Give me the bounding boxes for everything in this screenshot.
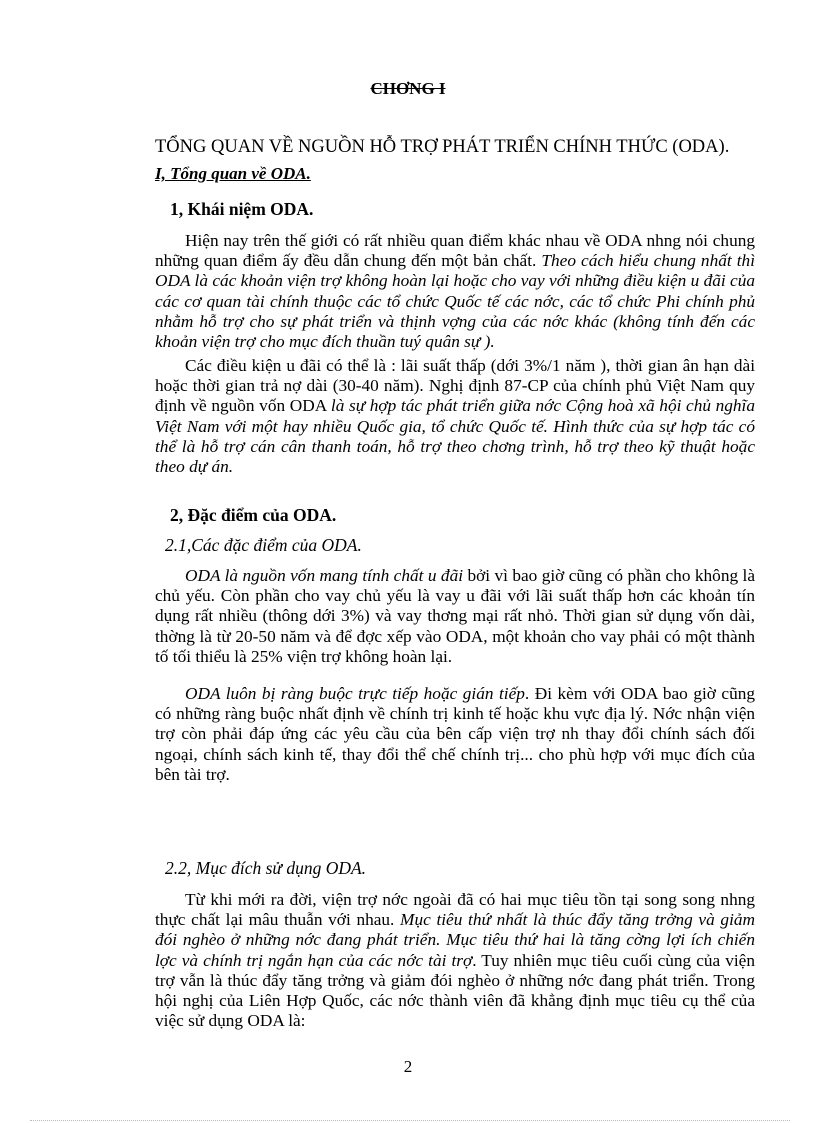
paragraph-2-text: Các điều kiện u đãi có thể là : lãi suất thấp (dới 3%/1 năm ), thời gian ân hạn dài hoặc thời gian trả nợ dài (30-40 năm). Nghị định 87-CP của chính phủ Việt Nam quy định về nguồn vốn ODA: [155, 356, 755, 416]
paragraph-5-text: Từ khi mới ra đời, viện trợ nớc ngoài đã có hai mục tiêu tồn tại song song nhng thực chất lại mâu thuẫn với nhau.: [155, 890, 755, 930]
subheading-2-2: 2.2, Mục đích sử dụng ODA.: [165, 858, 367, 878]
paragraph-4: [155, 684, 755, 785]
paragraph-5: [155, 890, 755, 1031]
subheading-2: 2, Đặc điểm của ODA.: [170, 505, 337, 525]
subheading-1: 1, Khái niệm ODA.: [170, 199, 314, 219]
paragraph-2: [155, 356, 755, 477]
paragraph-5-text-end: . Tuy nhiên mục tiêu cuối cùng của viện trợ vẫn là thúc đẩy tăng trởng và giảm đói nghèo ở những nớc đang phát triển. Trong hội nghị của Liên Hợp Quốc, các nớc thành viên đã khẳng định mục tiêu cụ thể của việc sử dụng ODA là:: [155, 950, 755, 1031]
paragraph-3-text: bởi vì bao giờ cũng có phần cho không là chủ yếu. Còn phần cho vay chủ yếu là vay u đãi với lãi suất thấp hơn các khoản tín dụng rất nhiều (thông dới 3%) và vay thơng mại rất nhỏ. Thời gian sử dụng vốn dài, thờng là từ 20-50 năm và để đợc xếp vào ODA, một khoản cho vay phải có một thành tố tối thiểu là 25% viện trợ không hoàn lại.: [155, 566, 755, 666]
paragraph-1-text: Hiện nay trên thế giới có rất nhiều quan điểm khác nhau về ODA nhng nói chung những quan điểm ấy đều dẫn chung đến một bản chất.: [155, 231, 755, 271]
paragraph-4-text: . Đi kèm với ODA bao giờ cũng có những ràng buộc nhất định về chính trị kinh tế hoặc khu vực địa lý. Nớc nhận viện trợ còn phải đáp ứng các yêu cầu của bên cấp viện trợ nh thay đổi chính sách đối ngoại, chính sách kinh tế, thay đổi thể chế chính trị... cho phù hợp với mục đích của bên tài trợ.: [155, 684, 755, 784]
section-heading-1: I, Tổng quan về ODA.: [155, 164, 311, 183]
paragraph-1-italic: Theo cách hiểu chung nhất thì ODA là các khoản viện trợ không hoàn lại hoặc cho vay với những điều kiện u đãi của các cơ quan tài chính thuộc các tổ chức Quốc tế các nớc, các tổ chức Phi chính phủ nhằm hỗ trợ cho sự phát triển và thịnh vợng của các nớc khác (không tính đến các khoản viện trợ cho mục đích thuần tuý quân sự ).: [155, 251, 755, 352]
paragraph-3-italic: ODA là nguồn vốn mang tính chất u đãi: [185, 566, 464, 585]
footer-divider: [30, 1120, 790, 1121]
paragraph-5-italic: Mục tiêu thứ nhất là thúc đẩy tăng trởng và giảm đói nghèo ở những nớc đang phát triển. Mục tiêu thứ hai là tăng cờng lợi ích chiến lợc và chính trị ngắn hạn của các nớc tài trợ: [155, 910, 755, 970]
page-number: 2: [403, 1057, 413, 1076]
subheading-2-1: 2.1,Các đặc điểm của ODA.: [165, 535, 362, 555]
paragraph-1: [155, 231, 755, 352]
chapter-heading: CHƠNG I: [370, 79, 446, 98]
paragraph-2-italic: là sự hợp tác phát triển giữa nớc Cộng hoà xã hội chủ nghĩa Việt Nam với một hay nhiều Quốc gia, tổ chức Quốc tế. Hình thức của sự hợp tác có thể là hỗ trợ cán cân thanh toán, hỗ trợ theo chơng trình, hỗ trợ theo kỹ thuật hoặc theo dự án.: [155, 396, 756, 477]
paragraph-4-italic: ODA luôn bị ràng buộc trực tiếp hoặc gián tiếp: [185, 684, 525, 703]
paragraph-3: [155, 566, 755, 667]
chapter-title: TỔNG QUAN VỀ NGUỒN HỖ TRỢ PHÁT TRIỂN CHÍNH THỨC (ODA).: [155, 137, 730, 157]
